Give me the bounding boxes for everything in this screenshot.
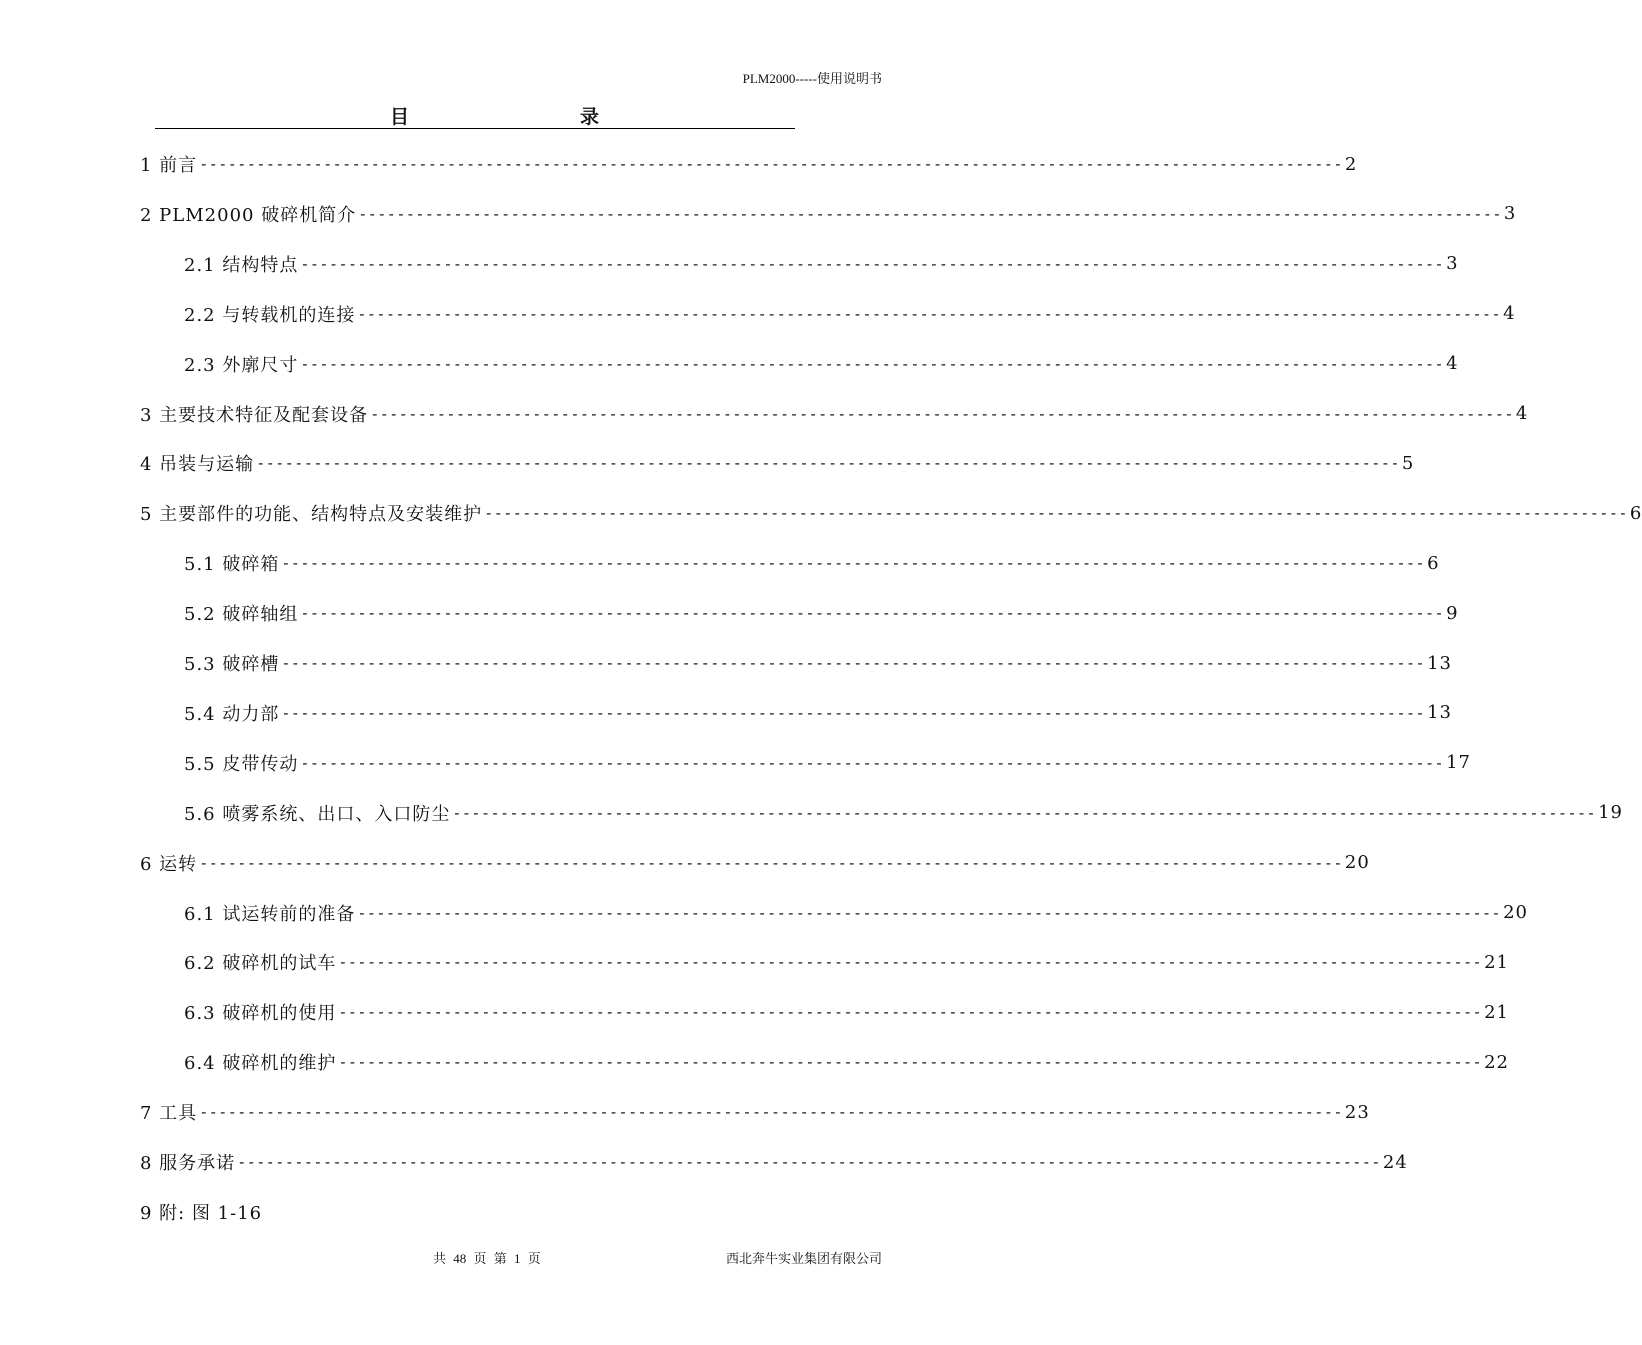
- toc-entry[interactable]: [140, 202, 1517, 226]
- toc-leader-dashes: ------------------------------------------------------------------------------------------------------------------------: [338, 953, 1483, 972]
- footer-company: 西北奔牛实业集团有限公司: [725, 1251, 882, 1266]
- toc-entry-page: 4: [1446, 353, 1459, 375]
- toc-entry[interactable]: [140, 402, 1529, 426]
- toc-leader-dashes: ------------------------------------------------------------------------------------------------------------------------: [338, 1053, 1483, 1072]
- toc-entry[interactable]: [184, 252, 1459, 276]
- toc-leader-dashes: ------------------------------------------------------------------------------------------------------------------------: [199, 1103, 1343, 1122]
- toc-entry-page: 17: [1446, 752, 1471, 774]
- toc-entry[interactable]: [184, 1050, 1509, 1075]
- toc-entry-label: 3 主要技术特征及配套设备: [140, 404, 369, 426]
- toc-entry-label: 6 运转: [140, 853, 198, 875]
- toc-entry-page: 6: [1427, 552, 1440, 574]
- toc-entry-label: 6.2 破碎机的试车: [184, 953, 337, 975]
- toc-entry[interactable]: [184, 801, 1623, 825]
- toc-entry-page: 2: [1344, 153, 1358, 175]
- toc-entry-label: 6.3 破碎机的使用: [184, 1003, 337, 1025]
- toc-entry-page: 24: [1382, 1151, 1408, 1173]
- toc-entry-label: 9 附: 图 1-16: [140, 1202, 263, 1224]
- toc-entry-label: 1 前言: [140, 155, 198, 176]
- toc-entry[interactable]: [184, 302, 1516, 326]
- toc-entry[interactable]: [184, 1000, 1509, 1025]
- toc-entry-label: 4 吊装与运输: [140, 454, 255, 476]
- toc-entry-label: 5.5 皮带传动: [184, 753, 299, 775]
- toc-entry[interactable]: [184, 751, 1471, 775]
- toc-entry-label: 5.6 喷雾系统、出口、入口防尘: [184, 803, 451, 825]
- toc-entry[interactable]: [140, 451, 1415, 476]
- toc-entry-label: 6.4 破碎机的维护: [184, 1053, 337, 1075]
- toc-entry-label: 5.3 破碎槽: [184, 654, 280, 675]
- toc-entry-label: 2 PLM2000 破碎机简介: [140, 204, 357, 226]
- toc-leader-dashes: ------------------------------------------------------------------------------------------------------------------------: [370, 404, 1514, 423]
- toc-leader-dashes: ------------------------------------------------------------------------------------------------------------------------: [300, 753, 1445, 772]
- toc-leader-dashes: ------------------------------------------------------------------------------------------------------------------------: [281, 654, 1426, 672]
- toc-entry-page: 3: [1503, 203, 1517, 225]
- toc-entry[interactable]: [184, 901, 1528, 925]
- toc-entry-page: 21: [1484, 951, 1509, 973]
- toc-entry-page: 4: [1515, 403, 1529, 424]
- toc-entry-page: 5: [1401, 452, 1415, 474]
- toc-entry-page: 13: [1427, 652, 1452, 674]
- toc-title-part1: 目: [390, 106, 410, 128]
- toc-entry-page: 3: [1446, 253, 1459, 275]
- toc-entry[interactable]: [140, 1100, 1370, 1125]
- toc-entry-page: 23: [1344, 1101, 1370, 1123]
- toc-entry[interactable]: [140, 1150, 1408, 1174]
- toc-leader-dashes: ------------------------------------------------------------------------------------------------------------------------: [484, 504, 1628, 523]
- toc-entry[interactable]: [184, 950, 1509, 975]
- toc-entry-page: 13: [1427, 702, 1452, 724]
- toc-entry[interactable]: [184, 601, 1459, 626]
- toc-entry[interactable]: [184, 551, 1440, 576]
- toc-entry-label: 8 服务承诺: [140, 1153, 236, 1174]
- toc-leader-dashes: ------------------------------------------------------------------------------------------------------------------------: [300, 604, 1445, 623]
- toc-entry-page: 6: [1629, 502, 1642, 524]
- toc-leader-dashes: ------------------------------------------------------------------------------------------------------------------------: [300, 354, 1445, 373]
- toc-entry-page: 9: [1446, 602, 1459, 624]
- toc-entry-label: 2.3 外廓尺寸: [184, 354, 299, 376]
- toc-entry-label: 5.2 破碎轴组: [184, 604, 299, 626]
- toc-leader-dashes: ------------------------------------------------------------------------------------------------------------------------: [199, 155, 1343, 173]
- toc-entry[interactable]: [184, 701, 1452, 725]
- toc-entry-label: 5.4 动力部: [184, 703, 280, 725]
- toc-entry-page: 22: [1484, 1051, 1509, 1073]
- toc-entry[interactable]: [140, 1200, 817, 1224]
- toc-entry-page: 4: [1503, 303, 1516, 325]
- toc-entry[interactable]: [140, 152, 1358, 176]
- toc-entry-label: 7 工具: [140, 1103, 198, 1125]
- toc-entry-page: 20: [1503, 902, 1528, 923]
- toc-entry-label: 5.1 破碎箱: [184, 554, 280, 576]
- page-header: PLM2000-----使用说明书: [742, 71, 882, 86]
- footer-page-count: 共 48 页 第 1 页: [433, 1251, 541, 1266]
- toc-leader-dashes: ------------------------------------------------------------------------------------------------------------------------: [199, 853, 1343, 872]
- toc-entry-page: 19: [1598, 802, 1623, 824]
- toc-entry-label: 5 主要部件的功能、结构特点及安装维护: [140, 504, 483, 526]
- toc-leader-dashes: ------------------------------------------------------------------------------------------------------------------------: [281, 703, 1426, 722]
- toc-leader-dashes: ------------------------------------------------------------------------------------------------------------------------: [357, 304, 1502, 323]
- toc-leader-dashes: ------------------------------------------------------------------------------------------------------------------------: [256, 454, 1400, 473]
- toc-title: [155, 102, 795, 129]
- toc-leader-dashes: ------------------------------------------------------------------------------------------------------------------------: [357, 903, 1502, 922]
- toc-title-part2: 录: [580, 106, 600, 128]
- toc-entry-page: 21: [1484, 1001, 1509, 1023]
- toc-leader-dashes: ------------------------------------------------------------------------------------------------------------------------: [452, 803, 1597, 822]
- toc-leader-dashes: ------------------------------------------------------------------------------------------------------------------------: [281, 554, 1426, 573]
- toc-entry-label: 6.1 试运转前的准备: [184, 903, 356, 925]
- toc-entry[interactable]: [184, 651, 1452, 675]
- toc-leader-dashes: ------------------------------------------------------------------------------------------------------------------------: [358, 204, 1502, 223]
- toc-leader-dashes: ------------------------------------------------------------------------------------------------------------------------: [338, 1003, 1483, 1022]
- toc-leader-dashes: ------------------------------------------------------------------------------------------------------------------------: [300, 254, 1445, 273]
- toc-entry-label: 2.2 与转载机的连接: [184, 304, 356, 326]
- toc-entry[interactable]: [140, 851, 1370, 875]
- toc-entry[interactable]: [140, 501, 1642, 526]
- toc-entry-page: 20: [1344, 852, 1370, 874]
- toc-entry[interactable]: [184, 352, 1459, 376]
- toc-entry-label: 2.1 结构特点: [184, 254, 299, 276]
- toc-leader-dashes: ------------------------------------------------------------------------------------------------------------------------: [237, 1153, 1381, 1171]
